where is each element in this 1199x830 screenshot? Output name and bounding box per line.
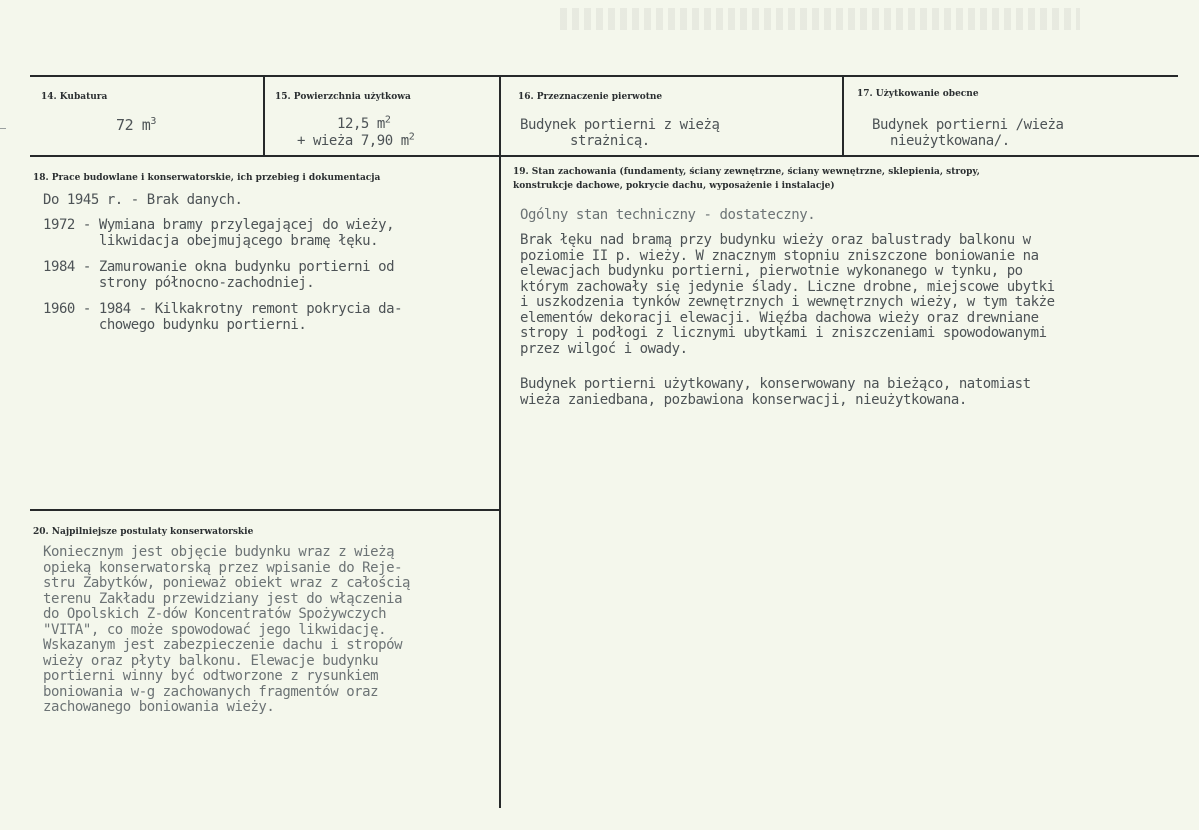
top-rule	[30, 75, 1178, 77]
divider-14-15	[263, 76, 265, 156]
ghost-header-show-through	[560, 8, 1080, 30]
field-label-uzytkowanie: 17. Użytkowanie obecne	[857, 89, 979, 99]
uzytkowanie-line1: Budynek portierni /wieża	[872, 117, 1064, 133]
powierzchnia-line1: 12,5 $m^2$	[337, 114, 391, 132]
punch-mark	[0, 128, 6, 129]
prace-entry: 1972 - Wymiana bramy przylegającej do wieży, likwidacja obejmującego bramę łęku.	[43, 217, 395, 249]
stan-paragraph: Ogólny stan techniczny - dostateczny.	[520, 207, 816, 223]
prace-entry: Do 1945 r. - Brak danych.	[43, 192, 243, 208]
field-label-powierzchnia: 15. Powierzchnia użytkowa	[275, 92, 411, 102]
kubatura-value: 72 $m^3$	[116, 116, 156, 134]
powierzchnia-line2: + wieża 7,90 $m^2$	[297, 131, 415, 149]
stan-paragraph: Budynek portierni użytkowany, konserwowany na bieżąco, natomiast wieża zaniedbana, pozbawiona konserwacji, nieużytkowana.	[520, 376, 1031, 408]
prace-entry: 1960 - 1984 - Kilkakrotny remont pokrycia da- chowego budynku portierni.	[43, 301, 403, 333]
field-label-stan-line2: konstrukcje dachowe, pokrycie dachu, wyposażenie i instalacje)	[513, 181, 835, 191]
field-label-przeznaczenie: 16. Przeznaczenie pierwotne	[518, 92, 663, 102]
uzytkowanie-line2: nieużytkowana/.	[890, 133, 1010, 149]
row1-bottom-rule	[30, 155, 1199, 157]
divider-main	[499, 76, 501, 808]
stan-paragraph: Brak łęku nad bramą przy budynku wieży oraz balustrady balkonu w poziomie II p. wieży. W znacznym stopniu zniszczone boniowanie na elewacjach budynku portierni, pierwotnie wykonanego w tynku, po którym zachowały się jedynie ślady. Liczne drobne, miejscowe ubytki i uszkodzenia tynków zewnętrznych i wewnętrznych wieży, w tym także elementów dekoracji elewacji. Więźba dachowa wieży oraz drewniane stropy i podłogi z licznymi ubytkami i zniszczeniami spowodowanymi przez wilgoć i owady.	[520, 232, 1055, 357]
przeznaczenie-line2: strażnicą.	[570, 133, 650, 149]
divider-16-17	[842, 76, 844, 156]
prace-entry: 1984 - Zamurowanie okna budynku portierni od strony północno-zachodniej.	[43, 259, 395, 291]
postulaty-text: Koniecznym jest objęcie budynku wraz z wieżą opieką konserwatorską przez wpisanie do Reje- stru Zabytków, ponieważ obiekt wraz z całością terenu Zakładu przewidziany jest do włączenia do Opolskich Z-dów Koncentratów Spożywczych "VITA", co może spowodować jego likwidację. Wskazanym jest zabezpieczenie dachu i stropów wieży oraz płyty balkonu. Elewacje budynku portierni winny być odtworzone z rysunkiem boniowania w-g zachowanych fragmentów oraz zachowanego boniowania wieży.	[43, 544, 411, 715]
field-label-stan-line1: 19. Stan zachowania (fundamenty, ściany zewnętrzne, ściany wewnętrzne, sklepienia, stropy,	[513, 167, 980, 177]
przeznaczenie-line1: Budynek portierni z wieżą	[520, 117, 720, 133]
field-label-kubatura: 14. Kubatura	[41, 92, 108, 102]
field18-bottom-rule	[30, 509, 500, 511]
field-label-postulaty: 20. Najpilniejsze postulaty konserwatorskie	[33, 527, 254, 537]
field-label-prace: 18. Prace budowlane i konserwatorskie, ich przebieg i dokumentacja	[33, 173, 381, 183]
